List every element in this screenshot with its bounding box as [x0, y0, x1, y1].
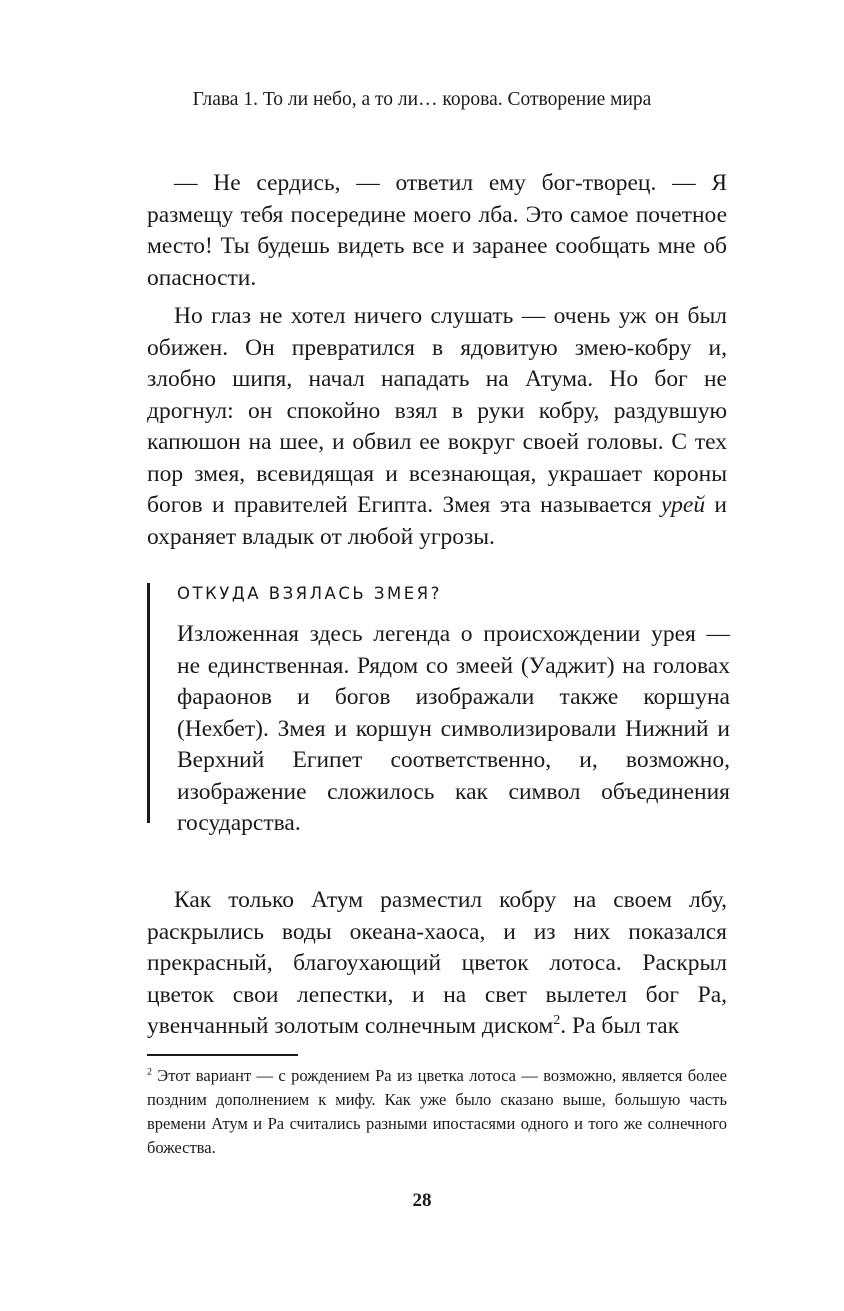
paragraph-2-text: [147, 301, 727, 553]
paragraph-2-part-2: и охраняет владык от любой угрозы.: [147, 492, 728, 550]
paragraph-1-text: — Не сердись, — ответил ему бог-творец. — Я размещу тебя посередине моего лба. Это самое почетное место! Ты будешь видеть все и заранее сообщать мне об опасности.: [147, 170, 727, 291]
paragraph-1: [147, 168, 727, 294]
term-urey: урей: [661, 492, 706, 518]
paragraph-3-part-1: Как только Атум разместил кобру на своем лбу, раскрылись воды океана-хаоса, и из них показался прекрасный, благоухающий цветок лотоса. Раскрыл цветок свои лепестки, и на свет вылетел бог Ра, увенчанный золотым солнечным диском: [147, 887, 727, 1039]
footnote-text: Этот вариант — с рождением Ра из цветка лотоса — возможно, является более поздним дополнением к мифу. Как уже было сказано выше, большую часть времени Атум и Ра считались разными ипостасями одного и того же солнечного божества.: [147, 1066, 727, 1157]
paragraph-3-part-2: . Ра был так: [560, 1013, 680, 1039]
footnote-marker: 2: [147, 1066, 152, 1078]
sidebar-heading: ОТКУДА ВЗЯЛАСЬ ЗМЕЯ?: [177, 584, 442, 603]
footnote: [147, 1064, 727, 1160]
footnote-reference[interactable]: 2: [553, 1012, 561, 1029]
running-header: Глава 1. То ли небо, а то ли… корова. Сотворение мира: [192, 89, 652, 110]
sidebar-text: Изложенная здесь легенда о происхождении урея — не единственная. Рядом со змеей (Уаджит) на головах фараонов и богов изображали также коршуна (Нехбет). Змея и коршун символизировали Нижний и Верхний Египет соответственно, и, возможно, изображение сложилось как символ объединения государства.: [177, 621, 730, 836]
paragraph-3-text: [147, 885, 727, 1043]
paragraph-3: [147, 885, 727, 1043]
paragraph-2: [147, 301, 727, 553]
paragraph-2-part-1: Но глаз не хотел ничего слушать — очень уж он был обижен. Он превратился в ядовитую змею-кобру и, злобно шипя, начал нападать на Атума. Но бог не дрогнул: он спокойно взял в руки кобру, раздувшую капюшон на шее, и обвил ее вокруг своей головы. С тех пор змея, всевидящая и всезнающая, украшает короны богов и правителей Египта. Змея эта называется: [147, 303, 727, 518]
sidebar-box: [147, 583, 730, 836]
page-number: 28: [412, 1190, 432, 1211]
footnote-divider: [147, 1054, 298, 1056]
